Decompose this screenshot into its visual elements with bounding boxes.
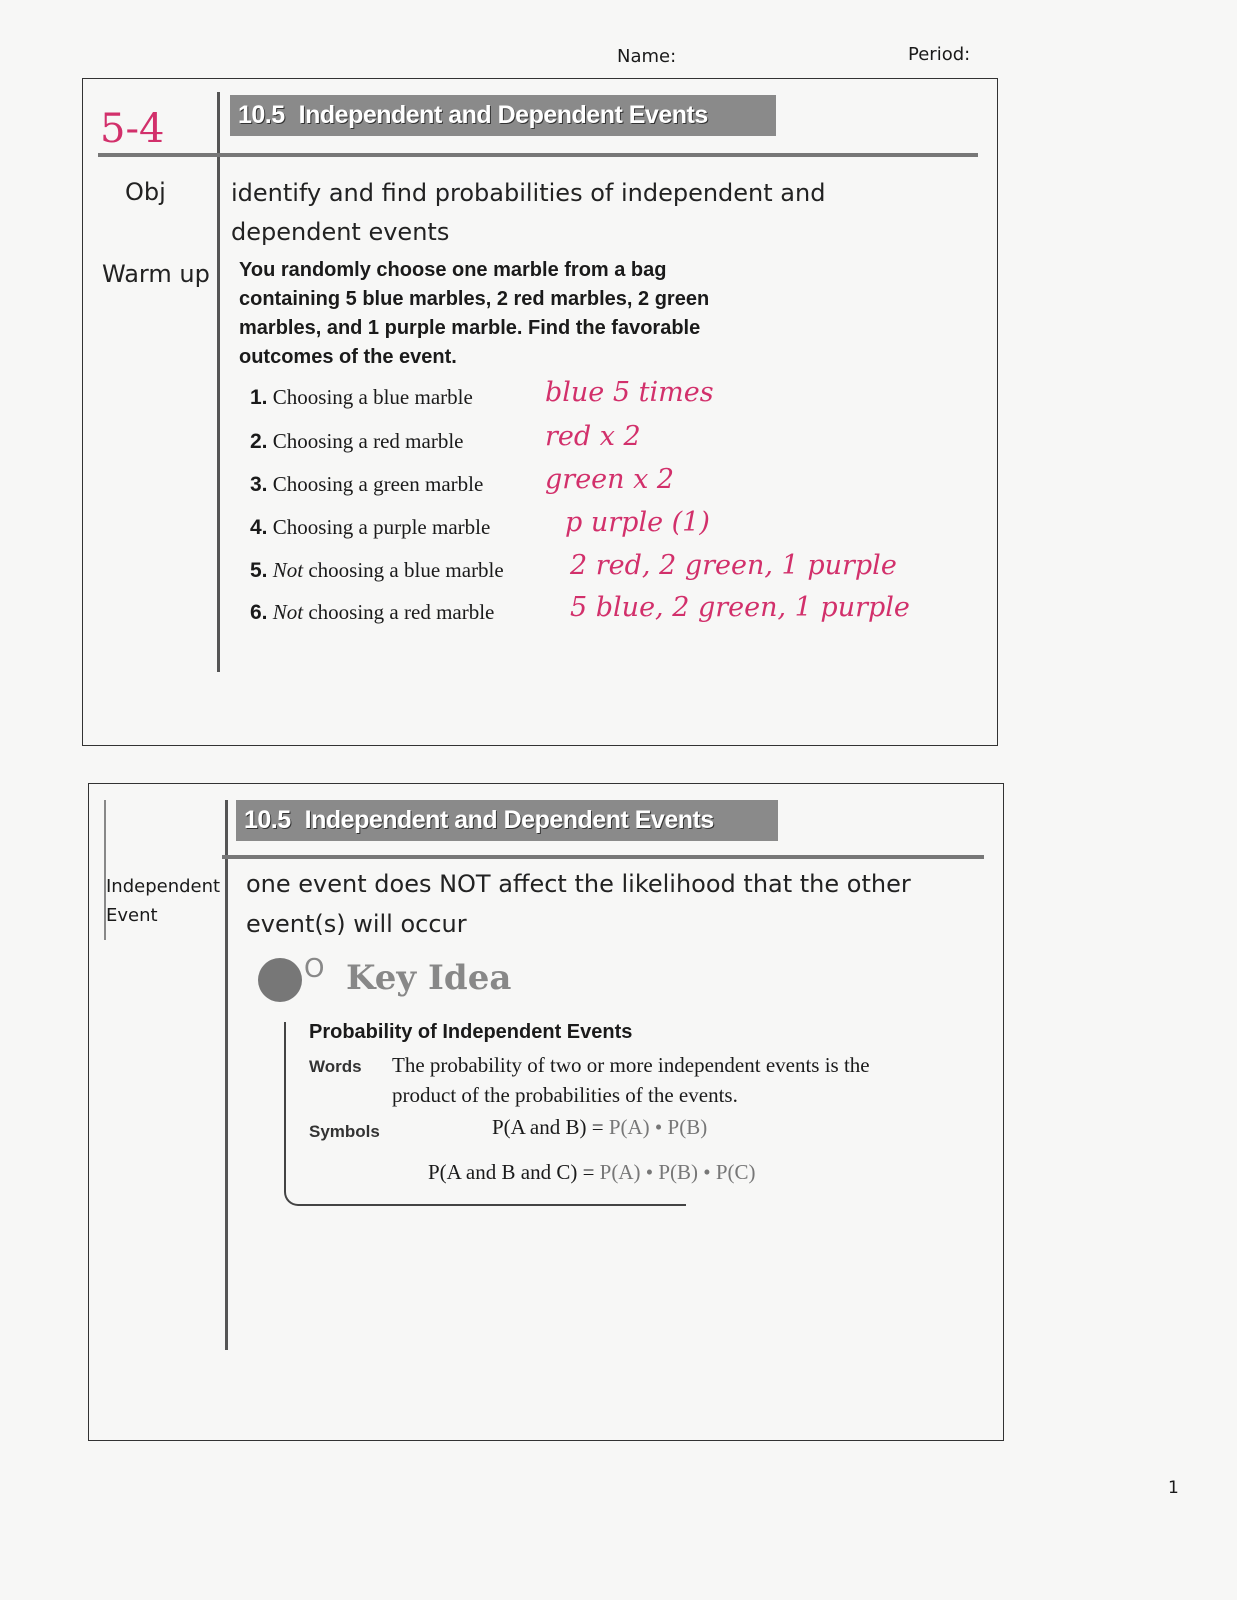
question-text: Choosing a red marble [272, 429, 464, 453]
name-label: Name: [617, 46, 677, 67]
question-text: Choosing a blue marble [272, 385, 473, 409]
question-item [250, 600, 494, 625]
symbols-label: Symbols [309, 1122, 380, 1141]
slide-2-divider [225, 800, 228, 1350]
obj-label: Obj [125, 178, 166, 206]
question-number: 6. [250, 601, 268, 624]
key-idea-title: Key Idea [346, 958, 512, 998]
definition-text: one event does NOT affect the likelihood that the other event(s) will occur [246, 870, 911, 938]
question-text: Choosing a purple marble [272, 515, 491, 539]
slide-1-banner [230, 95, 776, 136]
question-text: Choosing a green marble [272, 472, 484, 496]
box-title: Probability of Independent Events [309, 1021, 633, 1043]
handwritten-answer: green x 2 [545, 464, 675, 495]
question-item [250, 558, 504, 583]
handwritten-answer: 5 blue, 2 green, 1 purple [570, 592, 910, 623]
warmup-label: Warm up [102, 260, 210, 288]
handwritten-answer: blue 5 times [545, 377, 714, 408]
formula-2-right: P(A) • P(B) • P(C) [599, 1160, 756, 1184]
slide-2-header-rule [222, 855, 984, 859]
question-text: choosing a blue marble [303, 558, 504, 582]
question-number: 2. [250, 430, 268, 453]
warmup-text: You randomly choose one marble from a bag containing 5 blue marbles, 2 red marbles, 2 green marbles, and 1 purple marble. Find the favorable outcomes of the event. [239, 259, 710, 368]
question-item [250, 515, 490, 540]
banner-number: 10.5 [244, 806, 291, 834]
banner-number: 10.5 [238, 101, 285, 129]
page-number: 1 [1168, 1478, 1179, 1498]
objective-text: identify and find probabilities of independent and dependent events [231, 179, 826, 246]
question-emphasis: Not [272, 558, 304, 582]
banner-title: Independent and Dependent Events [298, 101, 708, 129]
handwritten-answer: red x 2 [545, 421, 641, 452]
question-number: 5. [250, 559, 268, 582]
term-label: Independent Event [106, 876, 221, 926]
question-item [250, 472, 483, 497]
question-number: 1. [250, 386, 268, 409]
go-logo-icon [258, 958, 302, 1002]
handwritten-answer: 2 red, 2 green, 1 purple [570, 550, 897, 581]
slide-2-banner [236, 800, 778, 841]
question-number: 3. [250, 473, 268, 496]
question-item [250, 429, 463, 454]
slide-1-header-rule [98, 153, 978, 157]
formula-1 [492, 1115, 707, 1140]
formula-2-left: P(A and B and C) = [428, 1160, 595, 1184]
formula-1-right: P(A) • P(B) [608, 1115, 708, 1139]
question-text: choosing a red marble [303, 600, 495, 624]
question-number: 4. [250, 516, 268, 539]
formula-2 [428, 1160, 756, 1185]
lesson-number: 5-4 [100, 106, 165, 152]
question-item [250, 385, 473, 410]
go-logo-o-icon: O [304, 954, 325, 984]
words-text: The probability of two or more independent events is the product of the probabilities of the events. [392, 1053, 870, 1107]
handwritten-answer: p urple (1) [565, 507, 710, 538]
slide-1-divider [217, 92, 220, 672]
formula-1-left: P(A and B) = [492, 1115, 604, 1139]
period-label: Period: [908, 44, 971, 65]
banner-title: Independent and Dependent Events [304, 806, 714, 834]
words-label: Words [309, 1057, 362, 1076]
question-emphasis: Not [272, 600, 304, 624]
